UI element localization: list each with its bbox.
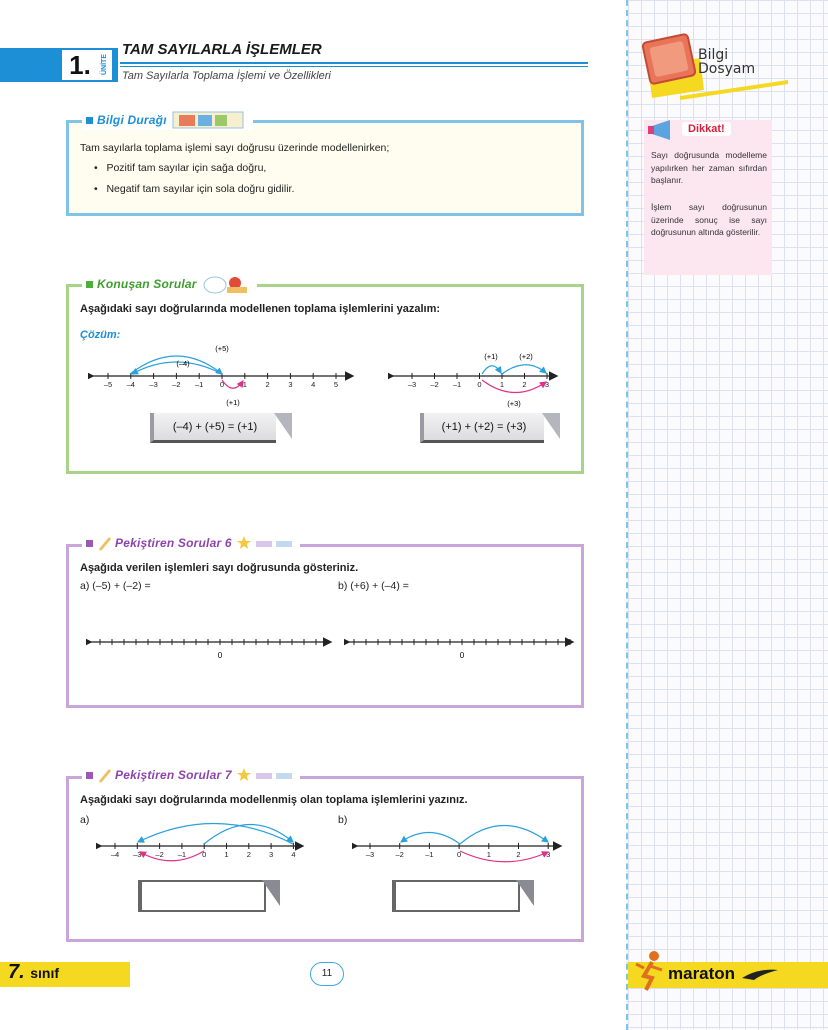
star-icon bbox=[236, 767, 296, 783]
arc-result bbox=[140, 850, 207, 861]
tick-label: 1 bbox=[499, 380, 505, 389]
dosyam-word: Dosyam bbox=[698, 61, 756, 77]
cozum-label: Çözüm: bbox=[80, 329, 121, 341]
tick-label: 4 bbox=[291, 850, 296, 859]
tick-label: 3 bbox=[544, 380, 550, 389]
bullet-square-icon bbox=[86, 281, 93, 288]
tick-label: 2 bbox=[246, 850, 251, 859]
speech-bubble-icon bbox=[201, 273, 253, 295]
title-rule-2 bbox=[120, 66, 588, 67]
bilgi-duragi-bullet-1: • Pozitif tam sayılar için sağa doğru, bbox=[94, 162, 267, 174]
tick-label: 4 bbox=[311, 380, 316, 389]
runner-icon bbox=[632, 948, 668, 997]
bilgi-duragi-bullet-2: • Negatif tam sayılar için sola doğru gidilir. bbox=[94, 183, 295, 195]
tick-label: –2 bbox=[395, 850, 404, 859]
tick-label: –1 bbox=[195, 380, 204, 389]
tick-label: 3 bbox=[288, 380, 293, 389]
page-curl-icon bbox=[262, 880, 280, 906]
arc-label-plus1: (+1) bbox=[484, 352, 498, 361]
page-number: 11 bbox=[310, 962, 344, 986]
pencil-icon bbox=[97, 535, 111, 551]
bullet-square-icon bbox=[86, 117, 93, 124]
tick-label: 5 bbox=[333, 380, 339, 389]
number-line-pek7-b bbox=[352, 812, 566, 876]
tick-label: 0 bbox=[477, 380, 482, 389]
bilgi-duragi-label: Bilgi Durağı bbox=[97, 113, 167, 127]
page-curl-icon bbox=[542, 413, 560, 439]
tick-label: –3 bbox=[133, 850, 142, 859]
number-line-pek6-b[interactable] bbox=[344, 634, 578, 662]
pek7-label: Pekiştiren Sorular 7 bbox=[115, 768, 232, 782]
tick-label: 3 bbox=[546, 850, 551, 859]
pek7-item-b: b) bbox=[338, 814, 348, 826]
bilgi-duragi-intro: Tam sayılarla toplama işlemi sayı doğrusu üzerinde modellenirken; bbox=[80, 142, 390, 154]
tick-label: –1 bbox=[452, 380, 462, 389]
tick-label: –3 bbox=[407, 380, 417, 389]
equation-card-2: (+1) + (+2) = (+3) bbox=[420, 413, 544, 443]
answer-box-b[interactable] bbox=[392, 880, 520, 912]
pek6-question: Aşağıda verilen işlemleri sayı doğrusunda gösteriniz. bbox=[80, 562, 359, 574]
tick-label: 3 bbox=[269, 850, 274, 859]
arc-plus3 bbox=[482, 380, 546, 393]
dikkat-label: Dikkat! bbox=[682, 122, 731, 136]
books-icon bbox=[171, 110, 249, 130]
grade-word: sınıf bbox=[30, 965, 60, 981]
tick-label: –4 bbox=[110, 850, 120, 859]
page-subtitle: Tam Sayılarla Toplama İşlemi ve Özellikleri bbox=[122, 70, 331, 82]
tick-label: –5 bbox=[103, 380, 113, 389]
tick-label: 0 bbox=[202, 850, 207, 859]
star-icon bbox=[236, 535, 296, 551]
pencil-icon bbox=[97, 767, 111, 783]
tick-label: –2 bbox=[155, 850, 164, 859]
number-line-konusan-1 bbox=[88, 338, 358, 410]
arc-label-plus3: (+3) bbox=[507, 399, 521, 408]
tick-label: 0 bbox=[457, 850, 462, 859]
arc-left bbox=[138, 823, 293, 844]
unit-number: 1. bbox=[62, 50, 98, 80]
arc-left bbox=[401, 832, 460, 844]
number-line-pek7-a bbox=[96, 810, 308, 876]
pek6-label: Pekiştiren Sorular 6 bbox=[115, 536, 232, 550]
pek6-item-a: a) (–5) + (–2) = bbox=[80, 580, 151, 592]
konusan-header bbox=[82, 274, 257, 294]
tick-label: –3 bbox=[365, 850, 375, 859]
grade-number: 7. bbox=[8, 961, 25, 983]
number-line-konusan-2 bbox=[388, 346, 562, 410]
equation-card-1: (–4) + (+5) = (+1) bbox=[150, 413, 276, 443]
tick-label: 1 bbox=[224, 850, 229, 859]
pek7-header bbox=[82, 765, 300, 785]
tick-label: 2 bbox=[516, 850, 521, 859]
arc-right bbox=[460, 825, 548, 844]
tick-label: –1 bbox=[425, 850, 434, 859]
bullet-square-icon bbox=[86, 772, 93, 779]
page-curl-icon bbox=[274, 413, 292, 439]
unit-word: ÜNİTE bbox=[98, 50, 112, 80]
tick-label: 2 bbox=[265, 380, 270, 389]
page-curl-icon bbox=[516, 880, 534, 906]
bilgi-duragi-header bbox=[82, 110, 253, 130]
zero-label: 0 bbox=[217, 651, 223, 660]
pek7-question: Aşağıdaki sayı doğrularında modellenmiş olan toplama işlemlerini yazınız. bbox=[80, 794, 468, 806]
bilgi-dosyam-title bbox=[698, 48, 755, 76]
title-rule bbox=[120, 62, 588, 64]
wing-icon bbox=[740, 966, 780, 987]
tick-label: 1 bbox=[242, 380, 247, 389]
arc-result bbox=[460, 850, 551, 862]
arc-label-minus4: (–4) bbox=[176, 359, 190, 368]
megaphone-icon bbox=[648, 118, 682, 147]
zero-label: 0 bbox=[459, 651, 465, 660]
dikkat-note-2: İşlem sayı doğrusunun üzerinde sonuç ise sayı doğrusunun altında gösterilir. bbox=[651, 202, 767, 237]
arc-label-plus2: (+2) bbox=[519, 352, 533, 361]
tick-label: –2 bbox=[172, 380, 181, 389]
tick-label: –2 bbox=[430, 380, 439, 389]
arc-plus2 bbox=[502, 365, 546, 374]
arc-plus1 bbox=[219, 380, 243, 389]
answer-box-a[interactable] bbox=[138, 880, 266, 912]
bilgi-word: Bilgi bbox=[698, 47, 729, 63]
arc-plus1 bbox=[482, 366, 501, 374]
tick-label: –3 bbox=[149, 380, 158, 389]
tick-label: –4 bbox=[126, 380, 135, 389]
brand-name: maraton bbox=[668, 964, 736, 983]
arc-label-plus1: (+1) bbox=[226, 398, 240, 407]
konusan-label: Konuşan Sorular bbox=[97, 277, 197, 291]
pek7-item-a: a) bbox=[80, 814, 90, 826]
dikkat-note-1: Sayı doğrusunda modelleme yapılırken her zaman sıfırdan başlanır. bbox=[651, 150, 767, 185]
pek6-header bbox=[82, 533, 300, 553]
number-line-pek6-a[interactable] bbox=[86, 634, 336, 662]
tick-label: 0 bbox=[219, 380, 225, 389]
grade-label bbox=[8, 961, 59, 984]
bullet-square-icon bbox=[86, 540, 93, 547]
arc-label-plus5: (+5) bbox=[215, 344, 229, 353]
bullet-text: Negatif tam sayılar için sola doğru gidilir. bbox=[106, 183, 295, 195]
konusan-question: Aşağıdaki sayı doğrularında modellenen toplama işlemlerini yazalım: bbox=[80, 303, 441, 315]
bullet-text: Pozitif tam sayılar için sağa doğru, bbox=[106, 162, 267, 174]
tick-label: –1 bbox=[177, 850, 187, 859]
tick-label: 2 bbox=[522, 380, 527, 389]
pek6-item-b: b) (+6) + (–4) = bbox=[338, 580, 409, 592]
page-title: TAM SAYILARLA İŞLEMLER bbox=[122, 41, 322, 58]
tick-label: 1 bbox=[486, 850, 491, 859]
